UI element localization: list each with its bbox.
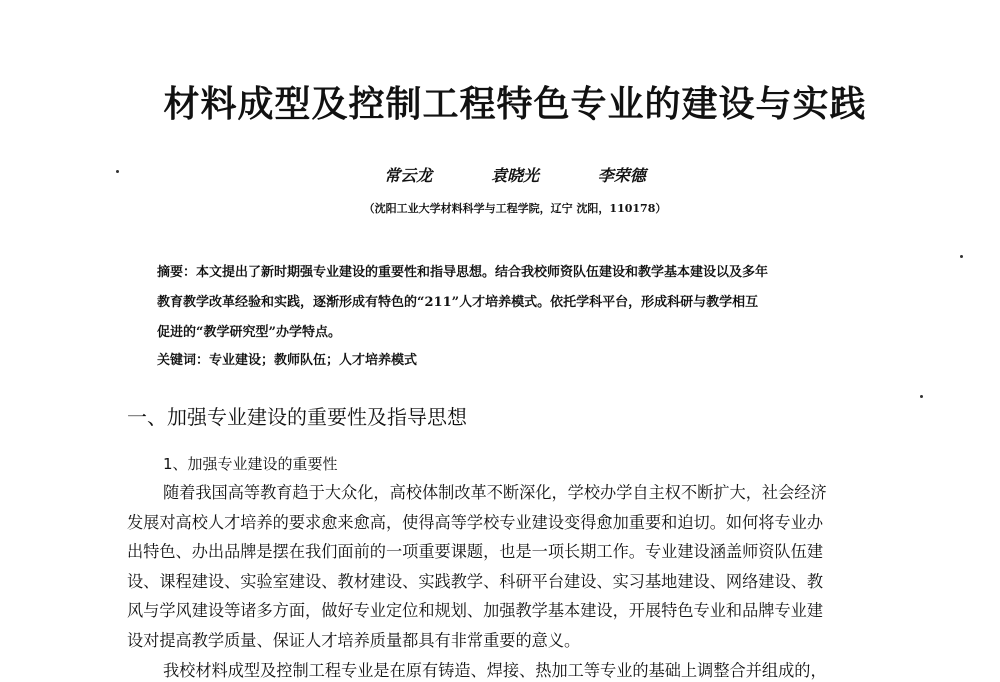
body-line: 风与学风建设等诸多方面，做好专业定位和规划、加强教学基本建设，开展特色专业和品牌专业建 — [127, 601, 824, 621]
body-line: 我校材料成型及控制工程专业是在原有铸造、焊接、热加工等专业的基础上调整合并组成的， — [163, 660, 827, 680]
paper-authors: 常云龙 袁晓光 李荣德 — [384, 166, 646, 185]
abstract-line: 促进的“教学研究型”办学特点。 — [157, 325, 341, 340]
paper-affiliation: （沈阳工业大学材料科学与工程学院，辽宁 沈阳，110178） — [363, 202, 667, 215]
keywords-line: 关键词：专业建设；教师队伍；人才培养模式 — [157, 353, 418, 368]
body-line: 设对提高教学质量、保证人才培养质量都具有非常重要的意义。 — [127, 630, 581, 650]
body-line: 发展对高校人才培养的要求愈来愈高，使得高等学校专业建设变得愈加重要和迫切。如何将专业办 — [127, 512, 824, 532]
scan-speck — [960, 255, 963, 258]
abstract-line: 教育教学改革经验和实践，逐渐形成有特色的“211”人才培养模式。依托学科平台，形成科研与教学相互 — [157, 295, 759, 310]
scan-speck — [116, 170, 119, 173]
body-paragraphs — [127, 478, 907, 682]
subsection-heading: 1、加强专业建设的重要性 — [163, 455, 338, 473]
scan-speck — [920, 395, 923, 398]
abstract-line: 摘要：本文提出了新时期强专业建设的重要性和指导思想。结合我校师资队伍建设和教学基本建设以及多年 — [157, 265, 769, 280]
section-heading: 一、加强专业建设的重要性及指导思想 — [127, 405, 467, 429]
body-line: 出特色、办出品牌是摆在我们面前的一项重要课题，也是一项长期工作。专业建设涵盖师资队伍建 — [127, 542, 824, 562]
body-line: 设、课程建设、实验室建设、教材建设、实践教学、科研平台建设、实习基地建设、网络建设、教 — [127, 571, 824, 591]
body-line: 随着我国高等教育趋于大众化，高校体制改革不断深化，学校办学自主权不断扩大，社会经济 — [163, 483, 827, 502]
abstract-block — [157, 258, 877, 348]
paper-title: 材料成型及控制工程特色专业的建设与实践 — [163, 83, 867, 125]
